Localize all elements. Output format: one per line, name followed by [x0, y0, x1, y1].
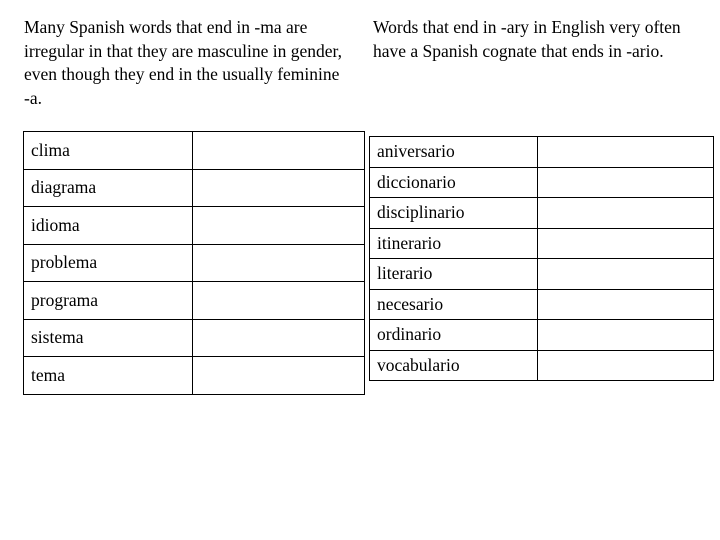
word-cell: tema — [24, 357, 193, 395]
word-cell: aniversario — [370, 137, 538, 168]
table-row — [370, 320, 714, 351]
word-cell: diccionario — [370, 167, 538, 198]
table-row — [24, 244, 365, 282]
word-cell: programa — [24, 282, 193, 320]
table-row — [24, 207, 365, 245]
table-row — [24, 132, 365, 170]
table-row — [370, 228, 714, 259]
word-cell: problema — [24, 244, 193, 282]
blank-answer-cell[interactable] — [538, 289, 714, 320]
word-table-ario — [369, 136, 714, 381]
word-cell: literario — [370, 259, 538, 290]
blank-answer-cell[interactable] — [538, 198, 714, 229]
blank-answer-cell[interactable] — [538, 167, 714, 198]
blank-answer-cell[interactable] — [193, 357, 365, 395]
intro-paragraph-right: Words that end in -ary in English very often have a Spanish cognate that ends in -ario. — [373, 17, 681, 61]
table-row — [370, 137, 714, 168]
table-row — [370, 167, 714, 198]
blank-answer-cell[interactable] — [538, 228, 714, 259]
table-row — [370, 350, 714, 381]
word-table-ma — [23, 131, 365, 395]
blank-answer-cell[interactable] — [193, 207, 365, 245]
table-row — [370, 198, 714, 229]
blank-answer-cell[interactable] — [538, 350, 714, 381]
blank-answer-cell[interactable] — [538, 137, 714, 168]
table-row — [24, 319, 365, 357]
word-cell: ordinario — [370, 320, 538, 351]
table-row — [370, 289, 714, 320]
word-cell: diagrama — [24, 169, 193, 207]
blank-answer-cell[interactable] — [193, 282, 365, 320]
word-cell: itinerario — [370, 228, 538, 259]
blank-answer-cell[interactable] — [538, 320, 714, 351]
blank-answer-cell[interactable] — [193, 169, 365, 207]
word-cell: idioma — [24, 207, 193, 245]
table-row — [370, 259, 714, 290]
table-row — [24, 282, 365, 320]
table-row — [24, 357, 365, 395]
blank-answer-cell[interactable] — [193, 244, 365, 282]
word-cell: clima — [24, 132, 193, 170]
word-cell: vocabulario — [370, 350, 538, 381]
blank-answer-cell[interactable] — [538, 259, 714, 290]
word-cell: sistema — [24, 319, 193, 357]
word-cell: disciplinario — [370, 198, 538, 229]
intro-paragraph-left: Many Spanish words that end in -ma are irregular in that they are masculine in gender, even though they end in the usually feminine -a. — [24, 17, 343, 108]
table-row — [24, 169, 365, 207]
word-cell: necesario — [370, 289, 538, 320]
blank-answer-cell[interactable] — [193, 319, 365, 357]
blank-answer-cell[interactable] — [193, 132, 365, 170]
